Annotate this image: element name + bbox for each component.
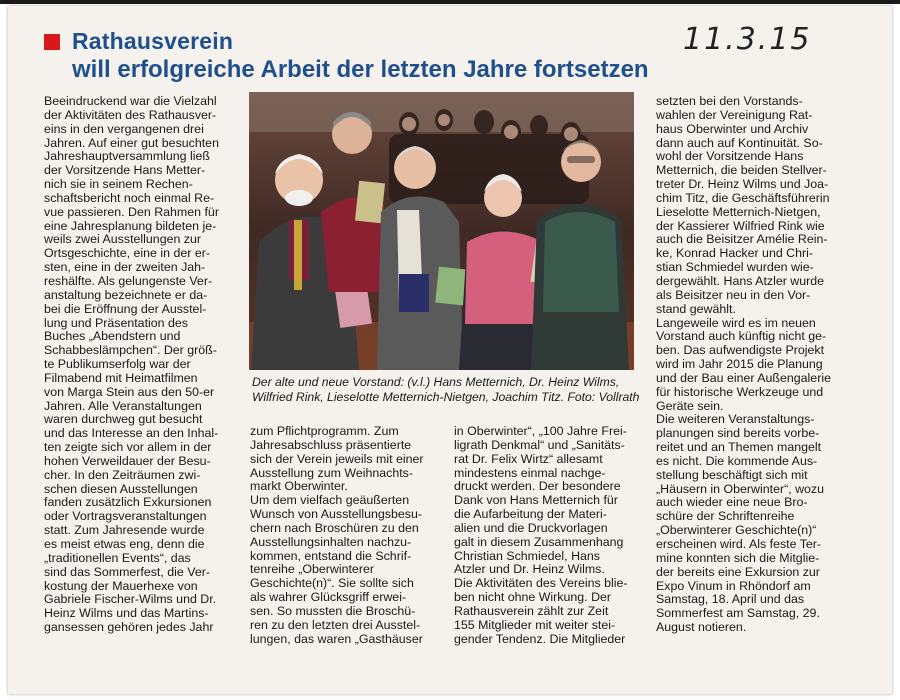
group-photo (249, 92, 634, 370)
headline-marker (44, 34, 60, 50)
top-edge (0, 0, 900, 4)
photo-caption: Der alte und neue Vorstand: (v.l.) Hans Metternich, Dr. Heinz Wilms, Wilfried Rink, Lieselotte Metternich-Nietgen, Joachim Titz. Foto: Vollrath (252, 375, 640, 404)
article-column-2: zum Pflichtprogramm. Zum Jahresabschluss präsentierte sich der Verein jeweils mit einer Ausstellung zum Weihnachts- markt Oberwinter. Um dem vielfach geäußerten Wunsch von Ausstellungsbesu- chern nach Broschüren zu den Ausstellungsinhalten nachzu- kommen, entstand die Schrif- tenreihe „Oberwinterer Geschichte(n)“. Sie sollte sich als wahrer Glücksgriff erwei- sen. So mussten die Broschü- ren zu den letzten drei Ausstel- lungen, das waren „Gasthäuser (250, 424, 424, 646)
headline-line1: Rathausverein (72, 28, 234, 54)
handwritten-date: 11.3.15 (683, 22, 812, 57)
headline-line2: will erfolgreiche Arbeit der letzten Jahre fortsetzen (72, 56, 649, 83)
article-column-3: in Oberwinter“, „100 Jahre Frei- ligrath Denkmal“ und „Sanitäts- rat Dr. Felix Wirtz“ allesamt mindestens einmal nachge- druckt werden. Der besondere Dank von Hans Metternich für die Aufarbeitung der Materi- alien und die Druckvorlagen galt in diesem Zusammenhang Christian Schmiedel, Hans Atzler und Dr. Heinz Wilms. Die Aktivitäten des Vereins blie- ben nicht ohne Wirkung. Der Rathausverein zählt zur Zeit 155 Mitglieder mit weiter stei- gender Tendenz. Die Mitglieder (454, 424, 628, 646)
article-column-4: setzten bei den Vorstands- wahlen der Vereinigung Rat- haus Oberwinter und Archiv dann auch auf Kontinuität. So- wohl der Vorsitzende Hans Metternich, die beiden Stellver- treter Dr. Heinz Wilms und Joa- chim Titz, die Geschäftsführerin Lieselotte Metternich-Nietgen, der Kassierer Wilfried Rink wie auch die Beisitzer Amélie Rein- ke, Konrad Hacker und Chri- stian Schmiedel wurden wie- dergewählt. Hans Atzler wurde als Beisitzer neu in den Vor- stand gewählt. Langeweile wird es im neuen Vorstand auch künftig nicht ge- ben. Das aufwendigste Projekt wird im Jahr 2015 die Planung und der Bau einer Außengalerie für historische Werkzeuge und Geräte sein. Die weiteren Veranstaltungs- planungen sind bereits vorbe- reitet und an Themen mangelt es nicht. Die kommende Aus- stellung beschäftigt sich mit „Häusern in Oberwinter“, wozu auch wieder eine neue Bro- schüre der Schriftenreihe „Oberwinterer Geschichte(n)“ erscheinen wird. Als feste Ter- mine konnten sich die Mitglie- der bereits eine Exkursion zur Expo Vinum in Rhöndorf am Samstag, 18. April und das Sommerfest am Samstag, 29. August notieren. (656, 94, 831, 635)
article-column-1: Beeindruckend war die Vielzahl der Aktivitäten des Rathausver- eins in den vergangenen drei Jahren. Auf einer gut besuchten Jahreshauptversammlung ließ der Vorsitzende Hans Metter- nich sie in seinem Rechen- schaftsbericht noch einmal Re- vue passieren. Den Rahmen für eine Jahresplanung bildeten je- weils zwei Ausstellungen zur Ortsgeschichte, eine in der er- sten, eine in der zweiten Jah- reshälfte. Als gelungenste Ver- anstaltung bezeichnete er da- bei die Eröffnung der Ausstel- lung und Präsentation des Buches „Abendstern und Schabbeslämpchen“. Der größ- te Publikumserfolg war der Filmabend mit Heimatfilmen von Marga Stein aus den 50-er Jahren. Alle Veranstaltungen waren durchweg gut besucht und das Interesse an den Inhal- ten zeigte sich vor allem in der hohen Verweildauer der Besu- cher. In den Zeiträumen zwi- schen diesen Ausstellungen fanden zusätzlich Exkursionen oder Vortragsveranstaltungen statt. Zum Jahresende wurde es meist etwas eng, denn die „traditionellen Events“, das sind das Sommerfest, die Ver- kostung der Mauerhexe von Gabriele Fischer-Wilms und Dr. Heinz Wilms und das Martins- gansessen gehören jedes Jahr (44, 94, 219, 635)
